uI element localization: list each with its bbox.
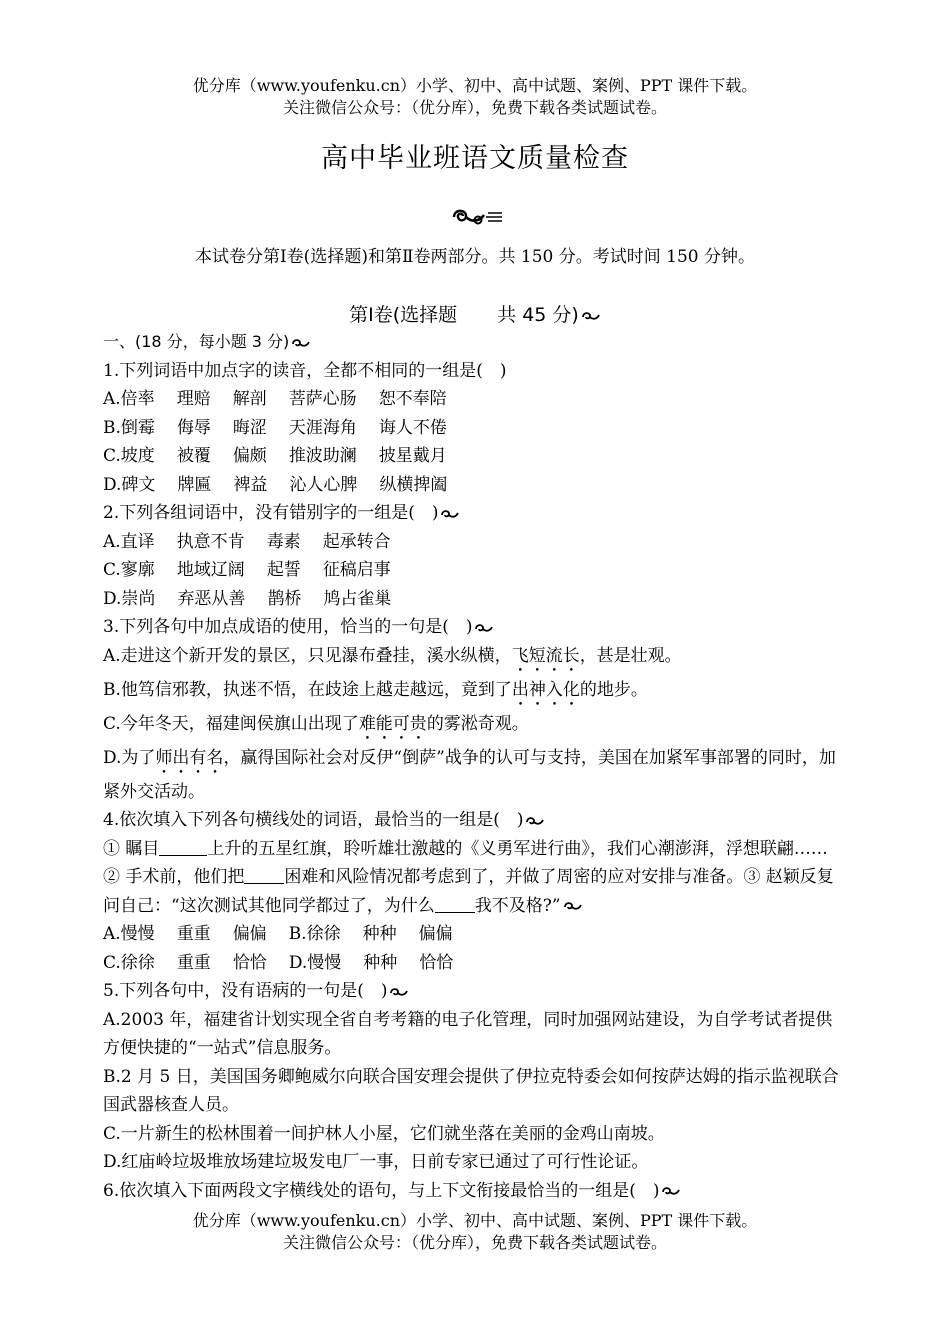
q4-options-cd: C.徐徐 重重 恰恰 D.慢慢 种种 恰恰: [103, 952, 454, 973]
exam-intro: 本试卷分第Ⅰ卷(选择题)和第Ⅱ卷两部分。共 150 分。考试时间 150 分钟。: [194, 247, 756, 267]
page-header: [0, 75, 950, 119]
section-heading: [0, 300, 950, 327]
swirl-icon: [661, 1185, 681, 1197]
header-line-1: 优分库（www.youfenku.cn）小学、初中、高中试题、案例、PPT 课件下载。: [192, 76, 758, 95]
q2-option-d: D.崇尚 弃恶从善 鹊桥 鸠占雀巢: [103, 588, 392, 609]
q1-option-b: B.倒霉 侮辱 晦涩 天涯海角 诲人不倦: [103, 417, 447, 438]
swirl-icon: [389, 986, 409, 998]
q4-sentence-2-3: ② 手术前，他们把 困难和风险情况都考虑到了，并做了周密的应对安排与准备。③ 赵颖反复问自己：“这次测试其他同学都过了，为什么 我不及格?”: [103, 867, 834, 916]
q3-option-b: B.他笃信邪教，执迷不悟，在歧途上越走越远，竟到了出神入化的地步。: [103, 679, 648, 700]
q1-stem: 1.下列词语中加点字的读音，全都不相同的一组是( ): [103, 360, 507, 381]
q3-option-a: A.走进这个新开发的景区，只见瀑布叠挂，溪水纵横，飞短流长，甚是壮观。: [103, 645, 682, 666]
q2-stem: 2.下列各组词语中，没有错别字的一组是( ): [103, 499, 843, 528]
footer-line-1: 优分库（www.youfenku.cn）小学、初中、高中试题、案例、PPT 课件下载。: [192, 1211, 758, 1230]
swirl-icon: [440, 508, 460, 520]
q1-option-c: C.坡度 被覆 偏颇 推波助澜 披星戴月: [103, 446, 447, 466]
section-heading-right: 共 45 分): [497, 304, 579, 326]
swirl-icon: [581, 310, 601, 322]
q5-option-c: C.一片新生的松林围着一间护林人小屋，它们就坐落在美丽的金鸡山南坡。: [103, 1123, 665, 1144]
header-line-2: 关注微信公众号：（优分库），免费下载各类试题试卷。: [282, 98, 667, 117]
q5-option-b: B.2 月 5 日，美国国务卿鲍威尔向联合国安理会提供了伊拉克特委会如何按萨达姆的指示监视联合国武器核查人员。: [103, 1066, 839, 1115]
page-footer: [0, 1210, 950, 1254]
dotted-idiom: 飞短流长: [511, 645, 580, 666]
swirl-icon: [291, 337, 311, 349]
q5-stem: 5.下列各句中，没有语病的一句是( ): [103, 977, 843, 1006]
q3-option-c: C.今年冬天，福建闽侯旗山出现了难能可贵的雾淞奇观。: [103, 713, 529, 734]
q2-option-a: A.直译 执意不肯 毒素 起承转合: [103, 531, 391, 552]
q6-stem: 6.依次填入下面两段文字横线处的语句，与上下文衔接最恰当的一组是( ): [103, 1177, 843, 1206]
q4-sentence-1: ① 瞩目 上升的五星红旗，聆听雄壮激越的《义勇军进行曲》，我们心潮澎湃，浮想联翩……: [103, 838, 828, 859]
dotted-idiom: 难能可贵: [358, 713, 427, 734]
swirl-icon: [563, 900, 583, 912]
footer-line-2: 关注微信公众号：（优分库），免费下载各类试题试卷。: [282, 1233, 667, 1252]
section-heading-left: 第Ⅰ卷(选择题: [349, 304, 458, 326]
q5-option-a: A.2003 年，福建省计划实现全省自考考籍的电子化管理，同时加强网站建设，为自学考试者提供方便快捷的“一站式”信息服务。: [103, 1009, 833, 1058]
fill-blank: [244, 865, 284, 884]
page-title: 高中毕业班语文质量检查: [321, 143, 629, 174]
q4-options-ab: A.慢慢 重重 偏偏 B.徐徐 种种 偏偏: [103, 924, 453, 944]
q1-option-a: A.倍率 理赔 解剖 菩萨心肠 恕不奉陪: [103, 389, 447, 409]
part1-heading: 一、(18 分，每小题 3 分): [103, 328, 843, 357]
q3-option-d: D.为了师出有名，赢得国际社会对反伊“倒萨”战争的认可与支持，美国在加紧军事部署的同时，加紧外交活动。: [103, 747, 836, 802]
dotted-idiom: 师出有名: [155, 747, 224, 768]
swirl-icon: [474, 622, 494, 634]
swirl-ornament-icon: [450, 205, 510, 227]
question-body: [103, 328, 843, 1205]
dotted-idiom: 出神入化: [511, 679, 580, 700]
fill-blank: [435, 894, 475, 913]
q1-option-d: D.碑文 牌匾 裨益 沁人心脾 纵横捭阖: [103, 474, 448, 495]
q4-stem: 4.依次填入下列各句横线处的词语，最恰当的一组是( ): [103, 806, 843, 835]
swirl-icon: [525, 815, 545, 827]
fill-blank: [159, 837, 207, 856]
q3-stem: 3.下列各句中加点成语的使用，恰当的一句是( ): [103, 613, 843, 642]
q2-option-c: C.寥廓 地域辽阔 起誓 征稿启事: [103, 560, 391, 580]
q5-option-d: D.红庙岭垃圾堆放场建垃圾发电厂一事，日前专家已通过了可行性论证。: [103, 1152, 649, 1172]
